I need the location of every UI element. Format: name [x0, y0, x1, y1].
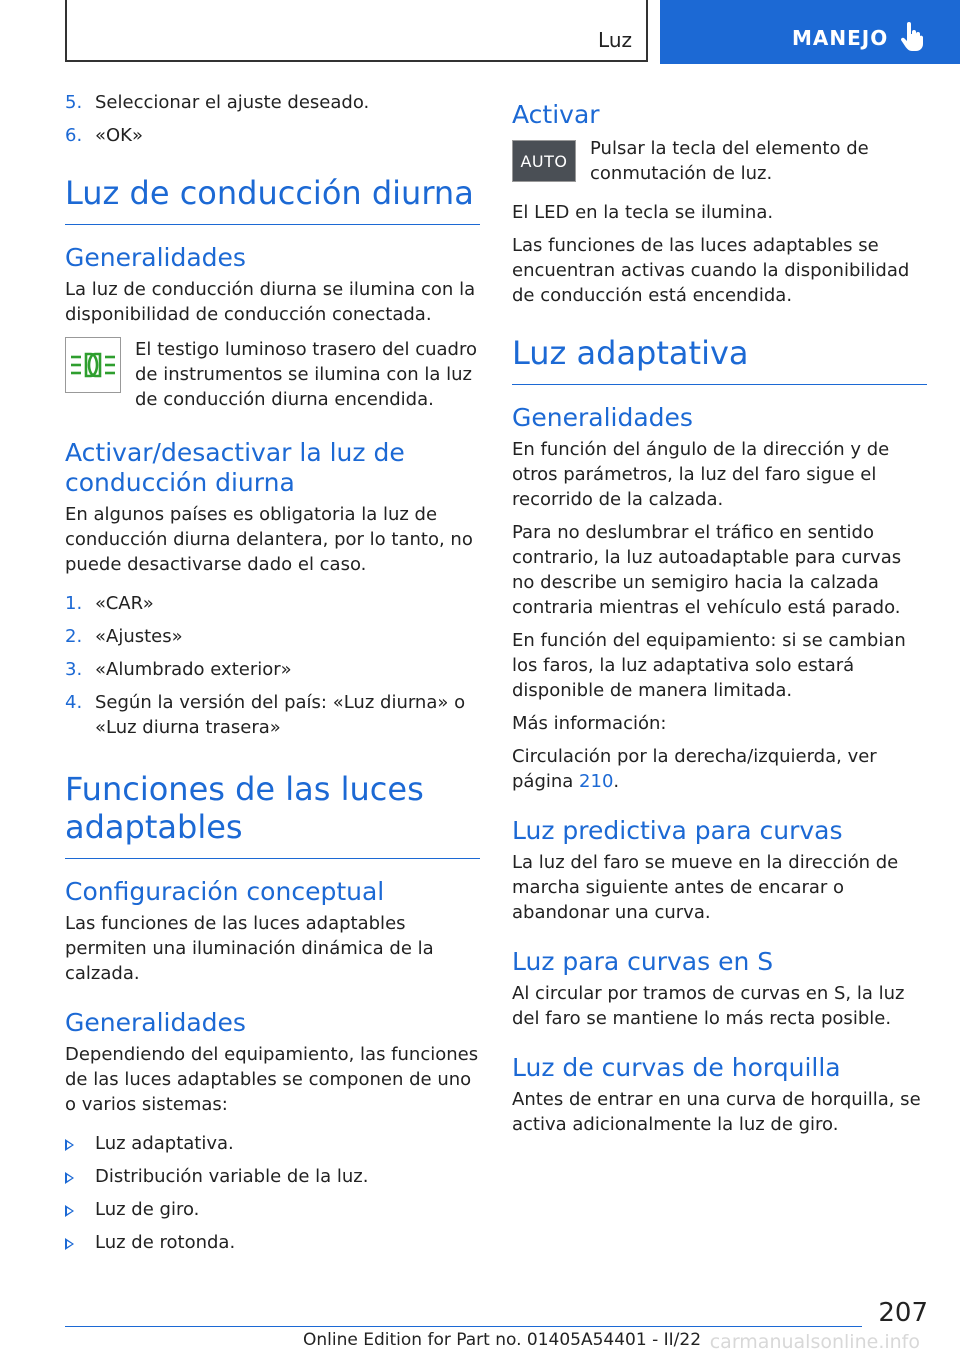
systems-list [65, 1131, 480, 1255]
hand-pointer-icon [900, 22, 924, 52]
steps-top [65, 90, 480, 148]
heading-activate: Activar [512, 100, 600, 129]
list-item: 4. Según la versión del país: «Luz diurna» o «Luz diurna trasera» [65, 692, 466, 738]
heading-daytime-running-light: Luz de conducción diurna [65, 174, 474, 212]
header-box [65, 0, 648, 62]
paragraph: Las funciones de las luces adaptables se encuentran activas cuando la disponibilidad de conducción está encendida. [512, 235, 910, 306]
right-column [512, 90, 927, 1145]
paragraph: La luz del faro se mueve en la dirección de marcha siguiente antes de encarar o abandonar una curva. [512, 852, 899, 923]
paragraph: La luz de conducción diurna se ilumina con la disponibilidad de conducción conectada. [65, 279, 476, 325]
auto-icon-row [512, 136, 927, 186]
heading-adaptive-functions: Funciones de las luces adaptables [65, 770, 424, 846]
auto-button-icon: AUTO [512, 140, 576, 182]
paragraph: En función del equipamiento: si se cambian los faros, la luz adaptativa solo estará disponible de manera limitada. [512, 630, 906, 701]
heading-activate-drl: Activar/desactivar la luz de conducción diurna [65, 438, 405, 497]
edition-text: Online Edition for Part no. 01405A54401 - II/22 [303, 1330, 702, 1350]
heading-concept: Configuración conceptual [65, 877, 385, 906]
paragraph: Dependiendo del equipamiento, las funciones de las luces adaptables se componen de uno o varios sistemas: [65, 1044, 479, 1115]
watermark: carmanualsonline.info [709, 1331, 920, 1353]
paragraph: Para no deslumbrar el tráfico en sentido contrario, la luz autoadaptable para curvas no describe un semigiro hacia la calzada contraria mientras el vehículo está parado. [512, 522, 902, 618]
heading-general: Generalidades [65, 243, 246, 272]
paragraph: En algunos países es obligatoria la luz de conducción diurna delantera, por lo tanto, no puede desactivarse dado el caso. [65, 504, 473, 575]
list-item: 6. «OK» [65, 125, 143, 146]
list-item: Distribución variable de la luz. [65, 1164, 480, 1189]
page-link[interactable]: 210 [579, 771, 614, 792]
list-item: Luz adaptativa. [65, 1131, 480, 1156]
heading-general: Generalidades [65, 1008, 246, 1037]
steps-drl [65, 591, 480, 740]
footer-rule [65, 1326, 862, 1327]
heading-rule [512, 334, 927, 385]
heading-rule [65, 770, 480, 859]
section-title: Luz [598, 28, 632, 52]
paragraph: Al circular por tramos de curvas en S, la luz del faro se mantiene lo más recta posible. [512, 983, 905, 1029]
paragraph-crossref: Circulación por la derecha/izquierda, ver página 210. [512, 746, 877, 792]
bullet-triangle-icon [65, 1238, 74, 1250]
drl-icon-row [65, 337, 480, 412]
page-number: 207 [878, 1298, 928, 1328]
daytime-running-light-icon [65, 337, 121, 393]
list-item: Luz de rotonda. [65, 1230, 480, 1255]
left-column [65, 90, 480, 1263]
paragraph: Más información: [512, 713, 667, 734]
bullet-triangle-icon [65, 1139, 74, 1151]
heading-rule [65, 174, 480, 225]
chapter-tab[interactable] [660, 0, 960, 64]
list-item: 5. Seleccionar el ajuste deseado. [65, 92, 370, 113]
list-item: 2. «Ajustes» [65, 626, 183, 647]
auto-icon-text: Pulsar la tecla del elemento de conmutación de luz. [590, 138, 869, 184]
paragraph: El LED en la tecla se ilumina. [512, 202, 774, 223]
list-item: 3. «Alumbrado exterior» [65, 659, 292, 680]
paragraph: Antes de entrar en una curva de horquilla, se activa adicionalmente la luz de giro. [512, 1089, 921, 1135]
paragraph: En función del ángulo de la dirección y de otros parámetros, la luz del faro sigue el recorrido de la calzada. [512, 439, 890, 510]
drl-icon-text: El testigo luminoso trasero del cuadro de instrumentos se ilumina con la luz de conducción diurna encendida. [135, 339, 477, 410]
heading-adaptive-light: Luz adaptativa [512, 334, 749, 372]
bullet-triangle-icon [65, 1172, 74, 1184]
paragraph: Las funciones de las luces adaptables permiten una iluminación dinámica de la calzada. [65, 913, 434, 984]
list-item: Luz de giro. [65, 1197, 480, 1222]
heading-general: Generalidades [512, 403, 693, 432]
heading-hairpin: Luz de curvas de horquilla [512, 1053, 841, 1082]
list-item: 1. «CAR» [65, 593, 154, 614]
bullet-triangle-icon [65, 1205, 74, 1217]
chapter-tab-label: MANEJO [792, 26, 889, 50]
heading-scurve: Luz para curvas en S [512, 947, 774, 976]
heading-predictive: Luz predictiva para curvas [512, 816, 843, 845]
